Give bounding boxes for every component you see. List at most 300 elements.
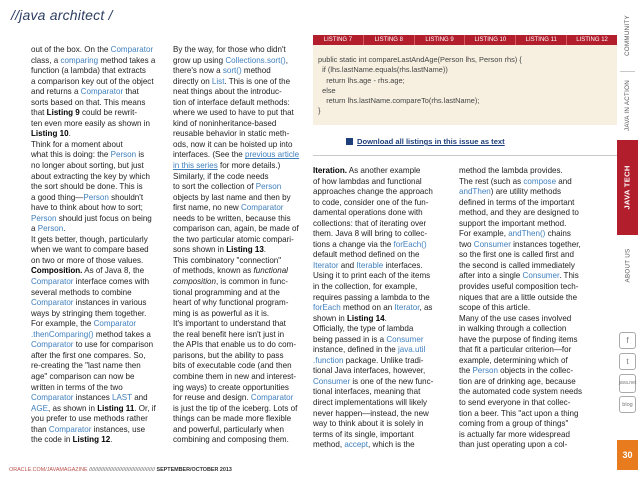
text-line	[459, 303, 602, 314]
text-run: , as	[419, 303, 433, 313]
text-run: is	[136, 150, 145, 160]
text-line	[173, 404, 303, 415]
text-run: Comparator	[31, 298, 74, 308]
text-line	[173, 383, 303, 394]
text-run: when we want to compare based	[31, 245, 149, 255]
text-line	[31, 245, 161, 256]
text-run: For example,	[459, 229, 509, 239]
text-run: provides useful composition tech-	[459, 282, 579, 292]
text-run: By the way, for those who didn't	[173, 45, 286, 54]
text-run: and	[556, 176, 572, 186]
text-line	[31, 309, 161, 320]
text-run: java.util	[398, 345, 426, 355]
text-run: Comparator	[80, 87, 124, 97]
text-run: Officially, the type of lambda	[313, 324, 414, 334]
text-run: to use for comparison	[73, 340, 154, 350]
blog-icon[interactable]: blog	[619, 396, 636, 413]
text-run: forEach()	[393, 239, 427, 249]
article-column-4	[459, 166, 602, 451]
text-run: to code, consider one of the fun-	[313, 197, 429, 207]
text-run: As another example	[346, 166, 421, 175]
text-line	[31, 77, 161, 88]
text-line	[459, 198, 602, 209]
text-line	[173, 87, 303, 98]
footer-slashes: ////////////////////////////////////////////	[89, 467, 155, 473]
text-run: for reuse and design.	[173, 393, 251, 403]
text-run: This combinatory "connection"	[173, 255, 282, 265]
text-run: Person	[110, 150, 137, 160]
text-run: Comparator	[240, 203, 284, 213]
text-line	[459, 282, 602, 293]
sidebar-tab-community[interactable]	[617, 0, 638, 70]
inline-link[interactable]: in this series	[173, 161, 218, 171]
text-line	[31, 129, 161, 140]
text-run: method takes a	[98, 55, 156, 65]
text-run: combine them in new and interest-	[173, 371, 297, 381]
text-run: the sort should be done. This is	[31, 182, 143, 192]
text-run: .	[110, 435, 113, 445]
text-run: the two particular atomic compari-	[173, 234, 294, 244]
text-run: , as shown in	[48, 403, 98, 413]
text-line	[459, 293, 602, 304]
code-line: }	[318, 106, 321, 116]
text-line	[313, 271, 446, 282]
text-run: accept	[344, 440, 369, 450]
text-line	[173, 45, 303, 56]
text-run: grow up using	[173, 55, 226, 65]
text-run: It's important to understand that	[173, 319, 286, 329]
text-run: compose	[523, 176, 557, 186]
article-column-1	[31, 45, 161, 446]
text-line	[313, 166, 446, 177]
text-run: instances in various	[73, 298, 147, 308]
text-line	[31, 288, 161, 299]
text-run: for more details.)	[217, 161, 281, 171]
text-line	[31, 372, 161, 383]
text-line	[459, 187, 602, 198]
text-run: where we used to have to put that	[173, 108, 294, 118]
text-run: than just operating upon a col-	[459, 440, 568, 450]
text-run: ) are utility methods	[490, 187, 561, 197]
text-run: approaches change the approach	[313, 187, 433, 197]
text-line	[459, 335, 602, 346]
listing-tab-11[interactable]: LISTING 11	[515, 35, 566, 45]
text-line	[313, 409, 446, 420]
text-line	[459, 261, 602, 272]
text-line	[313, 177, 446, 188]
text-line	[173, 150, 303, 161]
text-run: never happen—instead, the new	[313, 408, 429, 418]
text-run: Iterator	[313, 260, 339, 270]
listing-tab-12[interactable]: LISTING 12	[566, 35, 617, 45]
code-line: return lhs.age - rhs.age;	[318, 75, 405, 85]
text-run: objects in the collec-	[497, 366, 574, 376]
text-run: is actually far more widespread	[459, 429, 570, 439]
text-run: For example, the	[31, 319, 94, 329]
text-run: ing ways) to create opportunities	[173, 382, 289, 392]
text-run: Listing 12	[72, 435, 111, 445]
text-run: way to think about it is solely in	[313, 419, 424, 429]
text-run: Iterator	[394, 303, 420, 313]
text-run: Person	[37, 224, 64, 234]
text-line	[31, 214, 161, 225]
text-run: have the purpose of finding items	[459, 334, 578, 344]
text-line	[173, 319, 303, 330]
text-run: Person	[31, 213, 57, 223]
text-line	[459, 250, 602, 261]
text-run: have to think about how to sort;	[31, 203, 143, 213]
text-line	[313, 198, 446, 209]
text-line	[173, 435, 303, 446]
text-line	[31, 203, 161, 214]
text-run: is just the tip of the iceberg. Lots of	[173, 403, 298, 413]
text-line	[459, 430, 602, 441]
sidebar-tab-label: ABOUT US	[624, 248, 632, 282]
text-run: Listing 10	[31, 129, 69, 139]
text-run: should just focus on being	[56, 213, 152, 223]
listing-tab-10[interactable]: LISTING 10	[464, 35, 515, 45]
text-run: tion are of drinking age, because	[459, 376, 576, 386]
text-run: what this is doing: the	[31, 150, 111, 160]
text-line	[31, 172, 161, 183]
text-run: after the first one compares. So,	[31, 350, 146, 360]
article-column-2	[173, 45, 303, 446]
text-run: the real benefit here isn't just in	[173, 329, 285, 339]
text-run: a comparison key out of the object	[31, 76, 154, 86]
text-run: Person	[83, 192, 109, 202]
text-run: composition	[173, 277, 216, 287]
text-line	[459, 324, 602, 335]
text-line	[173, 66, 303, 77]
text-run: forEach	[313, 303, 341, 313]
text-run: and powerful, particularly when	[173, 424, 284, 434]
text-run: the code in	[31, 435, 73, 445]
text-run: re-creating the "last name then	[31, 361, 141, 371]
text-line	[313, 377, 446, 388]
text-line	[313, 387, 446, 398]
text-line	[31, 140, 161, 151]
text-run: a	[31, 224, 38, 234]
text-run: It gets better, though, particularly	[31, 234, 148, 244]
text-run: there's now a	[173, 66, 223, 76]
text-line	[31, 298, 161, 309]
text-run: instances, use	[91, 424, 146, 434]
text-line	[173, 129, 303, 140]
text-run: functional	[253, 266, 288, 276]
text-line	[31, 150, 161, 161]
text-line	[31, 319, 161, 330]
text-run: first name, no new	[173, 203, 241, 213]
java-net-icon[interactable]: java.net	[619, 374, 636, 393]
text-run: you prefer to use methods rather	[31, 414, 148, 424]
text-run: the	[459, 366, 473, 376]
text-run: instances together,	[510, 239, 581, 249]
text-line	[313, 208, 446, 219]
text-line	[459, 314, 602, 325]
text-run: Consumer	[313, 376, 351, 386]
text-line	[459, 345, 602, 356]
text-run: ,	[285, 55, 288, 65]
listing-tab-bar	[313, 35, 617, 45]
text-run: instances	[73, 393, 112, 403]
text-run: about extracting the key by which	[31, 171, 150, 181]
download-listings-link[interactable]	[346, 137, 505, 146]
text-run: Consumer	[522, 271, 560, 281]
section-sidebar	[617, 0, 638, 479]
text-line	[459, 387, 602, 398]
text-run: interfaces.	[383, 260, 423, 270]
code-listing	[318, 55, 522, 117]
text-line	[173, 298, 303, 309]
text-run: AGE	[31, 403, 48, 413]
text-run: the second is called immediately	[459, 260, 575, 270]
text-run: method on an	[340, 303, 395, 313]
text-line	[459, 366, 602, 377]
text-line	[313, 261, 446, 272]
text-run: could be rewrit-	[79, 108, 138, 118]
text-run: direct implementations will likely	[313, 398, 428, 408]
text-line	[313, 356, 446, 367]
text-run: that fit a particular criterion—for	[459, 345, 572, 355]
text-line	[31, 224, 161, 235]
facebook-icon[interactable]: f	[619, 332, 636, 349]
sidebar-tab-java-in-action[interactable]	[617, 72, 638, 138]
text-line	[31, 161, 161, 172]
sidebar-tab-java-tech[interactable]	[617, 140, 638, 235]
text-run: shown in	[313, 313, 347, 323]
text-line	[173, 235, 303, 246]
text-line	[173, 414, 303, 425]
text-line	[173, 77, 303, 88]
sidebar-tab-about-us[interactable]	[617, 236, 638, 294]
text-line	[173, 372, 303, 383]
text-line	[313, 240, 446, 251]
text-line	[459, 271, 602, 282]
text-line	[459, 208, 602, 219]
page-number: 30	[617, 440, 638, 470]
text-line	[31, 393, 161, 404]
text-run: As of Java 8, the	[82, 266, 145, 276]
text-run: than	[31, 424, 49, 434]
sidebar-tab-label: COMMUNITY	[624, 14, 632, 56]
text-run: so the first one is called first and	[459, 250, 574, 260]
text-line	[31, 351, 161, 362]
text-run: Listing 11	[97, 403, 135, 413]
text-run: to sort the collection of	[173, 182, 256, 192]
text-run: default method defined on the	[313, 250, 420, 260]
text-run: . This is one of the	[224, 76, 291, 86]
download-label: Download all listings in this issue as text	[357, 137, 505, 146]
text-line	[173, 330, 303, 341]
text-run: Comparator	[93, 319, 137, 329]
text-line	[313, 419, 446, 430]
text-line	[173, 224, 303, 235]
text-run: Comparator	[48, 424, 92, 434]
inline-link[interactable]: previous article	[245, 150, 300, 160]
text-line	[459, 229, 602, 240]
listing-tab-8[interactable]: LISTING 8	[363, 35, 414, 45]
text-run: Person	[472, 366, 498, 376]
text-line	[459, 219, 602, 230]
listing-tab-7[interactable]: LISTING 7	[323, 37, 353, 43]
text-run: to send everyone in that collec-	[459, 398, 571, 408]
text-line	[173, 56, 303, 67]
text-line	[459, 240, 602, 251]
text-run: kind of noninheritance-based	[173, 118, 277, 128]
text-run: collections: that of iterating over	[313, 218, 427, 228]
text-run: .	[63, 224, 66, 234]
code-line: if (lhs.lastName.equals(rhs.lastName))	[318, 65, 448, 75]
text-run: Person	[255, 182, 282, 192]
text-run: andThen	[459, 187, 491, 197]
text-run: Consumer	[386, 334, 424, 344]
text-line	[173, 393, 303, 404]
text-line	[31, 361, 161, 372]
text-run: sons shown in	[173, 245, 227, 255]
text-line	[459, 398, 602, 409]
text-line	[173, 98, 303, 109]
text-run: after into a single	[459, 271, 523, 281]
text-run: class, a	[31, 55, 61, 65]
text-run: them. Java 8 will bring to collec-	[313, 229, 428, 239]
text-line	[313, 250, 446, 261]
text-line	[313, 324, 446, 335]
text-run: tion of interface default methods:	[173, 97, 290, 107]
text-run: Consumer	[473, 239, 511, 249]
text-line	[313, 282, 446, 293]
text-run: .	[384, 313, 387, 323]
footer-site[interactable]: ORACLE.COM/JAVAMAGAZINE	[9, 467, 88, 473]
text-line	[173, 351, 303, 362]
text-line	[31, 87, 161, 98]
text-line	[173, 277, 303, 288]
text-run: Iteration.	[313, 166, 347, 175]
text-run: requires passing a lambda to the	[313, 292, 430, 302]
sidebar-tab-label: JAVA IN ACTION	[624, 79, 632, 131]
text-run: Using it to print each of the items	[313, 271, 431, 281]
text-run: in the collection, for example,	[313, 282, 418, 292]
text-line	[31, 435, 161, 446]
text-line	[173, 214, 303, 225]
text-run: reusable behavior in static meth-	[173, 129, 290, 139]
text-line	[31, 66, 161, 77]
text-line	[313, 440, 446, 451]
code-line: else	[318, 85, 336, 95]
text-run: coming from a group of things"	[459, 419, 569, 429]
text-line	[31, 383, 161, 394]
text-run: on two or more of those values.	[31, 255, 144, 265]
text-line	[313, 303, 446, 314]
text-run: .	[68, 129, 71, 139]
text-run: the automated code system needs	[459, 387, 583, 397]
text-run: method, and they are designed to	[459, 208, 579, 218]
text-line	[459, 440, 602, 451]
text-run: sort()	[222, 66, 242, 76]
text-run: terms of its single, important	[313, 429, 414, 439]
text-run: is one of the new func-	[350, 376, 434, 386]
listing-tab-9[interactable]: LISTING 9	[414, 35, 465, 45]
text-run: the APIs that enable us to do com-	[173, 340, 297, 350]
text-line	[173, 425, 303, 436]
text-line	[459, 166, 602, 177]
text-line	[31, 56, 161, 67]
text-run: written in terms of the two	[31, 382, 123, 392]
text-line	[313, 345, 446, 356]
text-run: example, determining which of	[459, 355, 568, 365]
text-run: Comparator	[31, 393, 74, 403]
text-line	[459, 377, 602, 388]
page-header-title: //java architect /	[11, 7, 113, 23]
text-line	[173, 161, 303, 172]
text-run: package. Unlike tradi-	[343, 355, 424, 365]
twitter-icon[interactable]: t	[619, 353, 636, 370]
text-run: of methods, known as	[173, 266, 254, 276]
text-run: .thenComparing()	[31, 329, 94, 339]
text-line	[31, 45, 161, 56]
text-run: ten even more easily as shown in	[31, 118, 150, 128]
divider	[313, 155, 617, 156]
text-run: neat things about the introduc-	[173, 87, 282, 97]
text-run: instance, defined in the	[313, 345, 398, 355]
text-run: and	[338, 260, 357, 270]
text-run: Listing 9	[46, 108, 80, 118]
text-run: . Or, if	[134, 403, 156, 413]
text-line	[173, 361, 303, 372]
text-line	[173, 193, 303, 204]
text-run: ods, now it can be hoisted up into	[173, 139, 293, 149]
text-line	[173, 340, 303, 351]
text-run: method the lambda provides.	[459, 166, 563, 175]
text-run: andThen()	[508, 229, 546, 239]
download-icon	[346, 138, 353, 145]
text-run: Listing 14	[347, 313, 385, 323]
text-run: several methods to combine	[31, 287, 132, 297]
text-run: ways by stringing them together.	[31, 308, 147, 318]
text-run: Comparator	[110, 45, 154, 54]
text-line	[313, 335, 446, 346]
text-run: and returns a	[31, 87, 81, 97]
text-line	[173, 119, 303, 130]
text-line	[31, 330, 161, 341]
text-run: a good thing—	[31, 192, 84, 202]
text-run: of how lambdas and functional	[313, 176, 422, 186]
text-run: Many of the use cases involved	[459, 313, 572, 323]
text-line	[31, 277, 161, 288]
page-footer	[9, 467, 232, 473]
text-run: Think for a moment about	[31, 139, 123, 149]
text-line	[313, 314, 446, 325]
text-run: . This	[559, 271, 579, 281]
text-run: Comparator	[250, 393, 294, 403]
text-line	[31, 108, 161, 119]
text-line	[313, 293, 446, 304]
text-line	[31, 425, 161, 436]
text-run: that	[123, 87, 139, 97]
text-run: niques that are a little outside the	[459, 292, 578, 302]
text-run: .function	[313, 355, 344, 365]
text-line	[313, 187, 446, 198]
text-run: sorts based on that. This means	[31, 97, 146, 107]
text-run: ming is as powerful as it is.	[173, 308, 270, 318]
text-run: Comparator	[31, 277, 74, 287]
text-run: tional Java interfaces, however,	[313, 366, 426, 376]
text-run: Iterable	[356, 260, 384, 270]
text-run: Collections.sort()	[225, 55, 286, 65]
text-run: age" comparison can now be	[31, 371, 135, 381]
text-line	[31, 98, 161, 109]
text-run: defined in terms of the important	[459, 197, 575, 207]
text-line	[31, 404, 161, 415]
